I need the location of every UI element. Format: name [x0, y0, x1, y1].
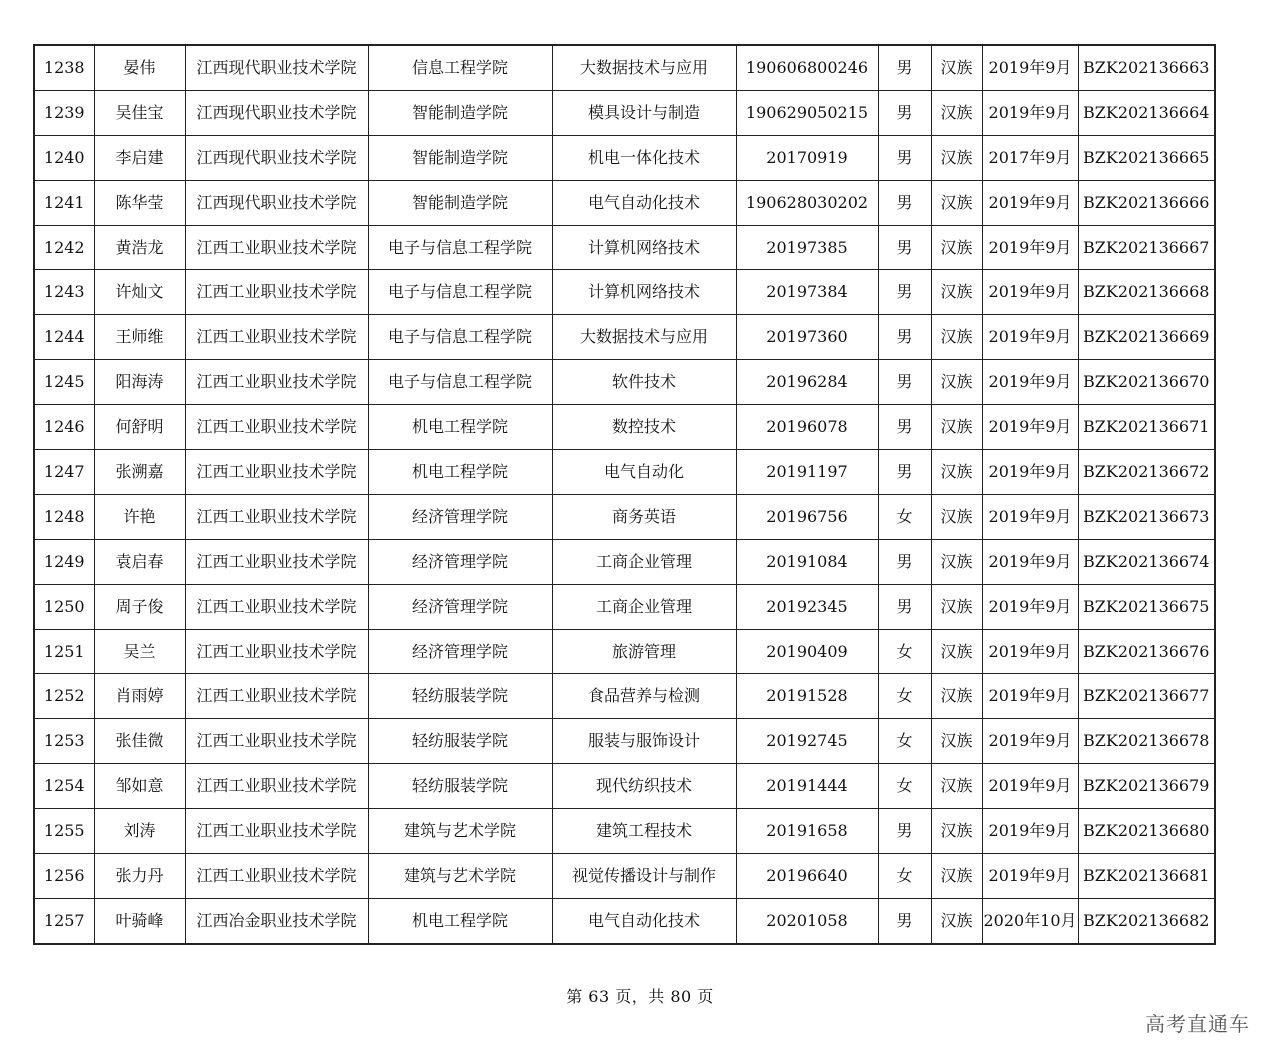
school-cell: 江西现代职业技术学院: [185, 135, 368, 180]
name-cell: 叶骑峰: [94, 898, 185, 943]
enroll-date-cell: 2019年9月: [982, 270, 1078, 315]
school-cell: 江西工业职业技术学院: [185, 584, 368, 629]
major-cell: 现代纺织技术: [552, 764, 736, 809]
table-row: [34, 90, 1215, 135]
table-row: [34, 629, 1215, 674]
table-row: [34, 405, 1215, 450]
enroll-date-cell: 2019年9月: [982, 90, 1078, 135]
seq-cell: 1246: [34, 405, 94, 450]
student-id-cell: 20197360: [736, 315, 878, 360]
enroll-date-cell: 2019年9月: [982, 450, 1078, 495]
student-id-cell: 20196756: [736, 494, 878, 539]
enroll-date-cell: 2019年9月: [982, 405, 1078, 450]
school-cell: 江西工业职业技术学院: [185, 764, 368, 809]
cert-no-cell: BZK202136679: [1078, 764, 1215, 809]
student-id-cell: 190606800246: [736, 45, 878, 90]
watermark-text: 高考直通车: [1145, 1012, 1250, 1036]
table-row: [34, 494, 1215, 539]
cert-no-cell: BZK202136670: [1078, 360, 1215, 405]
college-cell: 经济管理学院: [368, 584, 552, 629]
name-cell: 陈华莹: [94, 180, 185, 225]
major-cell: 工商企业管理: [552, 539, 736, 584]
ethnicity-cell: 汉族: [931, 90, 982, 135]
name-cell: 李启建: [94, 135, 185, 180]
ethnicity-cell: 汉族: [931, 629, 982, 674]
ethnicity-cell: 汉族: [931, 898, 982, 943]
major-cell: 大数据技术与应用: [552, 315, 736, 360]
student-id-cell: 190628030202: [736, 180, 878, 225]
seq-cell: 1243: [34, 270, 94, 315]
gender-cell: 女: [878, 764, 931, 809]
name-cell: 袁启春: [94, 539, 185, 584]
gender-cell: 男: [878, 450, 931, 495]
cert-no-cell: BZK202136672: [1078, 450, 1215, 495]
name-cell: 许艳: [94, 494, 185, 539]
ethnicity-cell: 汉族: [931, 584, 982, 629]
school-cell: 江西工业职业技术学院: [185, 629, 368, 674]
table-row: [34, 180, 1215, 225]
student-id-cell: 20196640: [736, 854, 878, 899]
major-cell: 电气自动化: [552, 450, 736, 495]
college-cell: 轻纺服装学院: [368, 764, 552, 809]
name-cell: 张佳微: [94, 719, 185, 764]
cert-no-cell: BZK202136669: [1078, 315, 1215, 360]
name-cell: 黄浩龙: [94, 225, 185, 270]
college-cell: 经济管理学院: [368, 629, 552, 674]
college-cell: 电子与信息工程学院: [368, 225, 552, 270]
table-row: [34, 45, 1215, 90]
college-cell: 电子与信息工程学院: [368, 315, 552, 360]
college-cell: 智能制造学院: [368, 180, 552, 225]
seq-cell: 1257: [34, 898, 94, 943]
student-id-cell: 20192345: [736, 584, 878, 629]
student-id-cell: 20191084: [736, 539, 878, 584]
college-cell: 经济管理学院: [368, 539, 552, 584]
major-cell: 模具设计与制造: [552, 90, 736, 135]
name-cell: 吴兰: [94, 629, 185, 674]
seq-cell: 1251: [34, 629, 94, 674]
gender-cell: 男: [878, 898, 931, 943]
school-cell: 江西工业职业技术学院: [185, 360, 368, 405]
gender-cell: 男: [878, 405, 931, 450]
school-cell: 江西工业职业技术学院: [185, 315, 368, 360]
seq-cell: 1247: [34, 450, 94, 495]
gender-cell: 男: [878, 270, 931, 315]
cert-no-cell: BZK202136663: [1078, 45, 1215, 90]
student-id-cell: 20196284: [736, 360, 878, 405]
cert-no-cell: BZK202136676: [1078, 629, 1215, 674]
major-cell: 服装与服饰设计: [552, 719, 736, 764]
ethnicity-cell: 汉族: [931, 494, 982, 539]
enroll-date-cell: 2019年9月: [982, 764, 1078, 809]
gender-cell: 男: [878, 45, 931, 90]
student-id-cell: 20197384: [736, 270, 878, 315]
school-cell: 江西工业职业技术学院: [185, 225, 368, 270]
table-row: [34, 719, 1215, 764]
student-id-cell: 190629050215: [736, 90, 878, 135]
major-cell: 电气自动化技术: [552, 898, 736, 943]
cert-no-cell: BZK202136682: [1078, 898, 1215, 943]
name-cell: 许灿文: [94, 270, 185, 315]
student-id-cell: 20197385: [736, 225, 878, 270]
name-cell: 邹如意: [94, 764, 185, 809]
name-cell: 阳海涛: [94, 360, 185, 405]
cert-no-cell: BZK202136680: [1078, 809, 1215, 854]
table-row: [34, 898, 1215, 943]
table-row: [34, 854, 1215, 899]
ethnicity-cell: 汉族: [931, 764, 982, 809]
table-row: [34, 360, 1215, 405]
school-cell: 江西工业职业技术学院: [185, 270, 368, 315]
seq-cell: 1238: [34, 45, 94, 90]
college-cell: 建筑与艺术学院: [368, 854, 552, 899]
ethnicity-cell: 汉族: [931, 270, 982, 315]
table-row: [34, 270, 1215, 315]
college-cell: 电子与信息工程学院: [368, 270, 552, 315]
college-cell: 机电工程学院: [368, 450, 552, 495]
seq-cell: 1244: [34, 315, 94, 360]
page-number: 第 63 页，共 80 页: [566, 987, 714, 1006]
seq-cell: 1256: [34, 854, 94, 899]
seq-cell: 1242: [34, 225, 94, 270]
cert-no-cell: BZK202136668: [1078, 270, 1215, 315]
student-id-cell: 20191528: [736, 674, 878, 719]
student-id-cell: 20191197: [736, 450, 878, 495]
major-cell: 食品营养与检测: [552, 674, 736, 719]
seq-cell: 1245: [34, 360, 94, 405]
school-cell: 江西工业职业技术学院: [185, 539, 368, 584]
gender-cell: 女: [878, 854, 931, 899]
college-cell: 经济管理学院: [368, 494, 552, 539]
name-cell: 刘涛: [94, 809, 185, 854]
name-cell: 王师维: [94, 315, 185, 360]
seq-cell: 1250: [34, 584, 94, 629]
college-cell: 智能制造学院: [368, 135, 552, 180]
ethnicity-cell: 汉族: [931, 405, 982, 450]
school-cell: 江西冶金职业技术学院: [185, 898, 368, 943]
cert-no-cell: BZK202136681: [1078, 854, 1215, 899]
major-cell: 旅游管理: [552, 629, 736, 674]
gender-cell: 女: [878, 629, 931, 674]
table-row: [34, 225, 1215, 270]
gender-cell: 女: [878, 719, 931, 764]
enroll-date-cell: 2019年9月: [982, 539, 1078, 584]
cert-no-cell: BZK202136665: [1078, 135, 1215, 180]
ethnicity-cell: 汉族: [931, 360, 982, 405]
major-cell: 大数据技术与应用: [552, 45, 736, 90]
seq-cell: 1241: [34, 180, 94, 225]
ethnicity-cell: 汉族: [931, 674, 982, 719]
name-cell: 何舒明: [94, 405, 185, 450]
cert-no-cell: BZK202136677: [1078, 674, 1215, 719]
college-cell: 轻纺服装学院: [368, 719, 552, 764]
enroll-date-cell: 2019年9月: [982, 629, 1078, 674]
enroll-date-cell: 2019年9月: [982, 180, 1078, 225]
major-cell: 电气自动化技术: [552, 180, 736, 225]
gender-cell: 男: [878, 180, 931, 225]
ethnicity-cell: 汉族: [931, 225, 982, 270]
major-cell: 建筑工程技术: [552, 809, 736, 854]
ethnicity-cell: 汉族: [931, 180, 982, 225]
roster-body: [34, 45, 1215, 944]
student-id-cell: 20191658: [736, 809, 878, 854]
major-cell: 计算机网络技术: [552, 270, 736, 315]
enroll-date-cell: 2019年9月: [982, 45, 1078, 90]
school-cell: 江西工业职业技术学院: [185, 674, 368, 719]
name-cell: 周子俊: [94, 584, 185, 629]
seq-cell: 1255: [34, 809, 94, 854]
major-cell: 工商企业管理: [552, 584, 736, 629]
college-cell: 智能制造学院: [368, 90, 552, 135]
seq-cell: 1253: [34, 719, 94, 764]
table-row: [34, 764, 1215, 809]
cert-no-cell: BZK202136675: [1078, 584, 1215, 629]
student-id-cell: 20201058: [736, 898, 878, 943]
gender-cell: 男: [878, 225, 931, 270]
gender-cell: 男: [878, 315, 931, 360]
major-cell: 机电一体化技术: [552, 135, 736, 180]
major-cell: 视觉传播设计与制作: [552, 854, 736, 899]
college-cell: 轻纺服装学院: [368, 674, 552, 719]
seq-cell: 1254: [34, 764, 94, 809]
school-cell: 江西现代职业技术学院: [185, 180, 368, 225]
table-row: [34, 674, 1215, 719]
cert-no-cell: BZK202136666: [1078, 180, 1215, 225]
seq-cell: 1249: [34, 539, 94, 584]
name-cell: 张力丹: [94, 854, 185, 899]
school-cell: 江西工业职业技术学院: [185, 405, 368, 450]
name-cell: 晏伟: [94, 45, 185, 90]
cert-no-cell: BZK202136671: [1078, 405, 1215, 450]
gender-cell: 女: [878, 494, 931, 539]
enroll-date-cell: 2019年9月: [982, 584, 1078, 629]
table-row: [34, 135, 1215, 180]
ethnicity-cell: 汉族: [931, 854, 982, 899]
student-id-cell: 20196078: [736, 405, 878, 450]
student-id-cell: 20190409: [736, 629, 878, 674]
school-cell: 江西工业职业技术学院: [185, 719, 368, 764]
college-cell: 电子与信息工程学院: [368, 360, 552, 405]
cert-no-cell: BZK202136667: [1078, 225, 1215, 270]
college-cell: 机电工程学院: [368, 898, 552, 943]
enroll-date-cell: 2020年10月: [982, 898, 1078, 943]
gender-cell: 男: [878, 584, 931, 629]
ethnicity-cell: 汉族: [931, 45, 982, 90]
school-cell: 江西现代职业技术学院: [185, 45, 368, 90]
table-row: [34, 584, 1215, 629]
cert-no-cell: BZK202136678: [1078, 719, 1215, 764]
seq-cell: 1240: [34, 135, 94, 180]
college-cell: 信息工程学院: [368, 45, 552, 90]
table-row: [34, 809, 1215, 854]
table-row: [34, 315, 1215, 360]
gender-cell: 男: [878, 90, 931, 135]
college-cell: 机电工程学院: [368, 405, 552, 450]
enroll-date-cell: 2019年9月: [982, 315, 1078, 360]
ethnicity-cell: 汉族: [931, 719, 982, 764]
cert-no-cell: BZK202136673: [1078, 494, 1215, 539]
gender-cell: 女: [878, 674, 931, 719]
seq-cell: 1239: [34, 90, 94, 135]
college-cell: 建筑与艺术学院: [368, 809, 552, 854]
enroll-date-cell: 2019年9月: [982, 494, 1078, 539]
school-cell: 江西工业职业技术学院: [185, 450, 368, 495]
gender-cell: 男: [878, 360, 931, 405]
ethnicity-cell: 汉族: [931, 809, 982, 854]
gender-cell: 男: [878, 809, 931, 854]
student-id-cell: 20192745: [736, 719, 878, 764]
enroll-date-cell: 2019年9月: [982, 809, 1078, 854]
enroll-date-cell: 2019年9月: [982, 719, 1078, 764]
seq-cell: 1252: [34, 674, 94, 719]
enroll-date-cell: 2017年9月: [982, 135, 1078, 180]
enroll-date-cell: 2019年9月: [982, 360, 1078, 405]
major-cell: 计算机网络技术: [552, 225, 736, 270]
major-cell: 软件技术: [552, 360, 736, 405]
table-row: [34, 539, 1215, 584]
name-cell: 吴佳宝: [94, 90, 185, 135]
student-id-cell: 20191444: [736, 764, 878, 809]
enroll-date-cell: 2019年9月: [982, 854, 1078, 899]
major-cell: 数控技术: [552, 405, 736, 450]
school-cell: 江西工业职业技术学院: [185, 809, 368, 854]
enroll-date-cell: 2019年9月: [982, 674, 1078, 719]
ethnicity-cell: 汉族: [931, 315, 982, 360]
name-cell: 张溯嘉: [94, 450, 185, 495]
enroll-date-cell: 2019年9月: [982, 225, 1078, 270]
ethnicity-cell: 汉族: [931, 450, 982, 495]
school-cell: 江西工业职业技术学院: [185, 494, 368, 539]
gender-cell: 男: [878, 539, 931, 584]
name-cell: 肖雨婷: [94, 674, 185, 719]
ethnicity-cell: 汉族: [931, 135, 982, 180]
major-cell: 商务英语: [552, 494, 736, 539]
roster-table: [33, 44, 1216, 945]
cert-no-cell: BZK202136674: [1078, 539, 1215, 584]
student-id-cell: 20170919: [736, 135, 878, 180]
gender-cell: 男: [878, 135, 931, 180]
cert-no-cell: BZK202136664: [1078, 90, 1215, 135]
seq-cell: 1248: [34, 494, 94, 539]
school-cell: 江西现代职业技术学院: [185, 90, 368, 135]
school-cell: 江西工业职业技术学院: [185, 854, 368, 899]
table-row: [34, 450, 1215, 495]
ethnicity-cell: 汉族: [931, 539, 982, 584]
